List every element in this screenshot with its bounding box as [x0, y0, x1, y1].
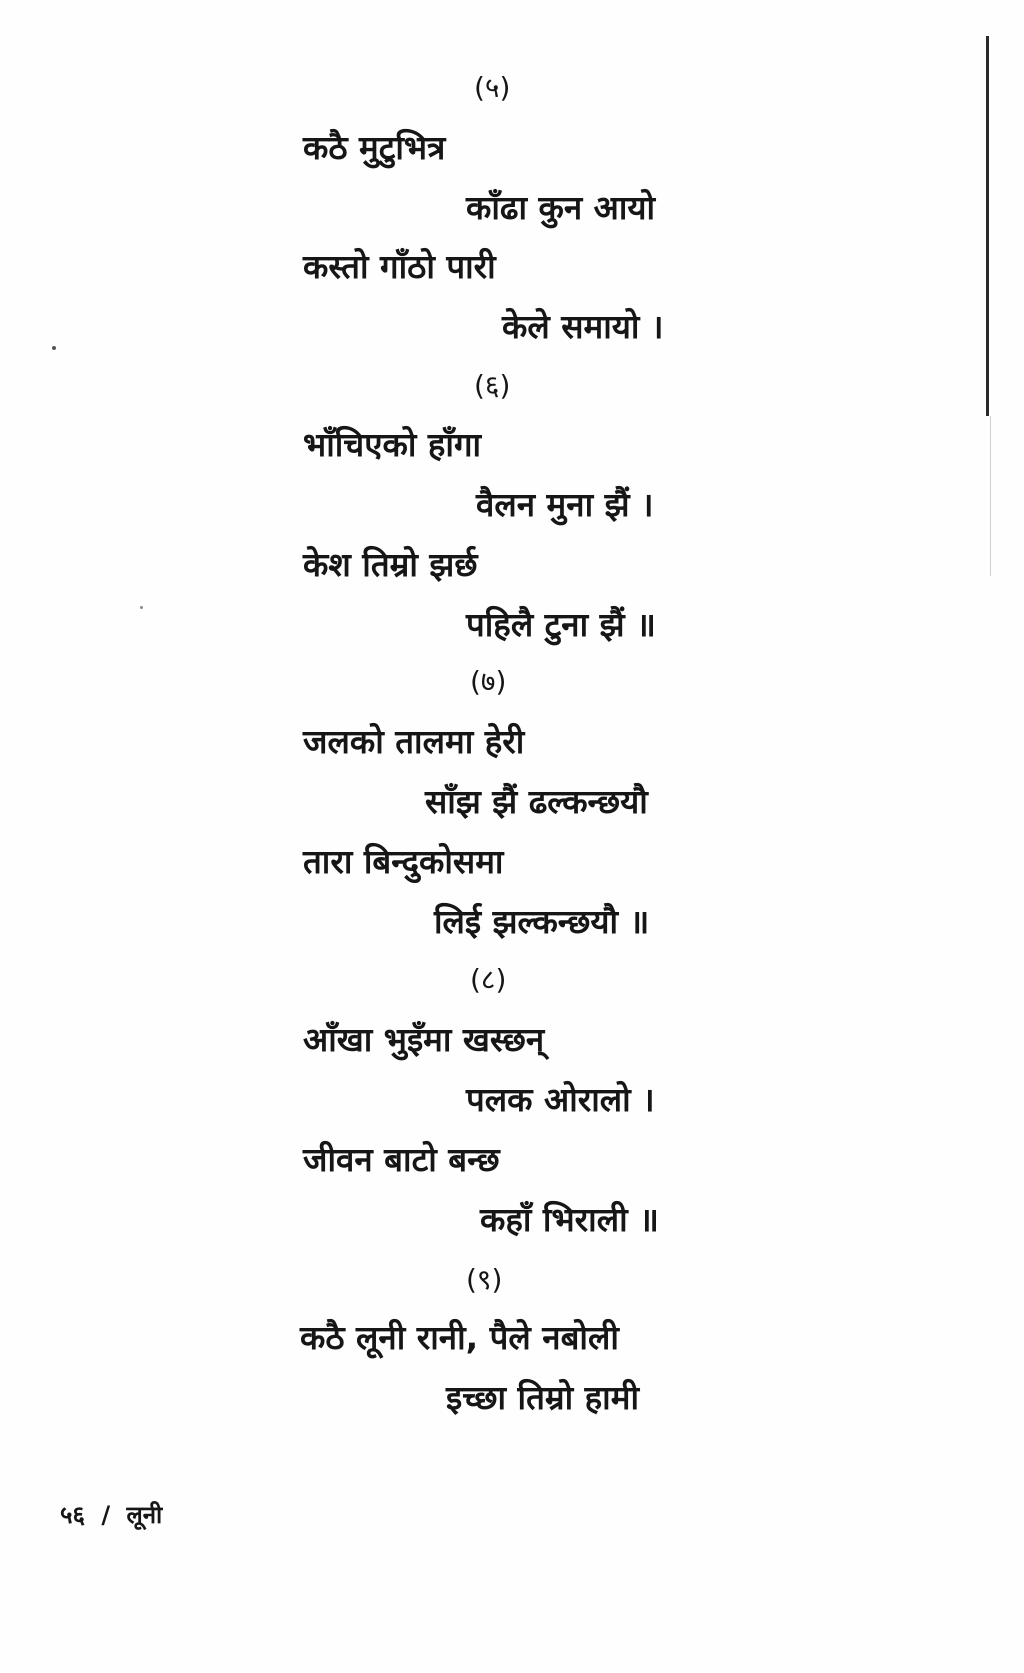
- verse-line: कहाँ भिराली ॥: [480, 1200, 659, 1239]
- verse-line: इच्छा तिम्रो हामी: [446, 1378, 639, 1417]
- verse-line: तारा बिन्दुकोसमा: [303, 842, 504, 881]
- stanza-number: (७): [470, 665, 507, 698]
- verse-line: केश तिम्रो झर्छ: [303, 545, 478, 584]
- verse-line: आँखा भुइँमा खस्छन्: [303, 1020, 545, 1059]
- stanza-number: (८): [470, 963, 507, 996]
- scan-speck: [52, 346, 56, 350]
- verse-line: लिई झल्कन्छयौ ॥: [434, 902, 650, 941]
- verse-line: पलक ओरालो ।: [466, 1080, 655, 1119]
- stanza-number: (५): [474, 71, 511, 104]
- footer-separator: /: [101, 1501, 111, 1529]
- verse-line: केले समायो ।: [502, 307, 664, 346]
- verse-line: पहिलै टुना झैं ॥: [466, 605, 656, 644]
- page-edge-line: [986, 36, 989, 416]
- page-edge-line-faint: [990, 416, 991, 576]
- verse-line: कस्तो गाँठो पारी: [303, 247, 496, 286]
- verse-line: भाँचिएको हाँगा: [303, 425, 482, 464]
- stanza-number: (६): [474, 369, 511, 402]
- verse-line: कठै लूनी रानी, पैले नबोली: [300, 1318, 619, 1357]
- page-number: ५६: [60, 1501, 85, 1529]
- verse-line: जलको तालमा हेरी: [303, 722, 525, 761]
- verse-line: वैलन मुना झैं ।: [476, 485, 654, 524]
- verse-line: साँझ झैं ढल्कन्छयौ: [425, 782, 648, 821]
- book-title: लूनी: [126, 1501, 163, 1529]
- page-footer: [60, 1500, 162, 1530]
- verse-line: काँढा कुन आयो: [466, 188, 656, 227]
- stanza-number: (९): [466, 1263, 503, 1296]
- verse-line: जीवन बाटो बन्छ: [303, 1140, 500, 1179]
- verse-line: कठै मुटुभित्र: [303, 128, 446, 167]
- scan-speck: [140, 606, 143, 609]
